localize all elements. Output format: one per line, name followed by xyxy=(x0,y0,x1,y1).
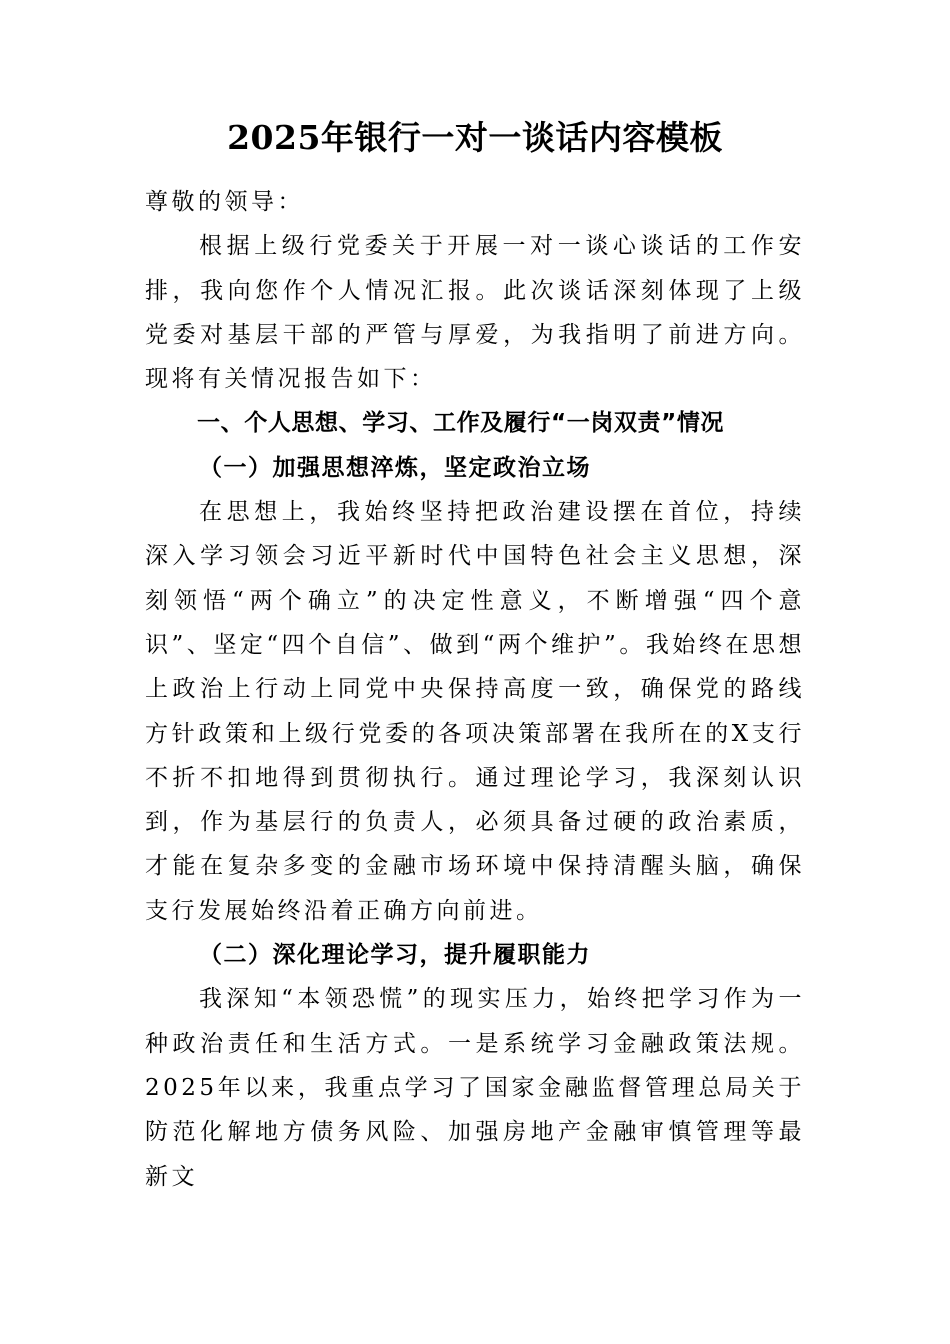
document-body xyxy=(145,180,805,1199)
subsection-2-paragraph: 我深知“本领恐慌”的现实压力，始终把学习作为一种政治责任和生活方式。一是系统学习金融政策法规。2025年以来，我重点学习了国家金融监督管理总局关于防范化解地方债务风险、加强房地产金融审慎管理等最新文 xyxy=(145,986,805,1190)
subsection-2-heading: （二）深化理论学习，提升履职能力 xyxy=(199,941,591,969)
intro-paragraph: 根据上级行党委关于开展一对一谈心谈话的工作安排，我向您作个人情况汇报。此次谈话深刻体现了上级党委对基层干部的严管与厚爱，为我指明了前进方向。现将有关情况报告如下： xyxy=(145,233,805,393)
subsection-1-heading: （一）加强思想淬炼，坚定政治立场 xyxy=(199,453,591,481)
subsection-1-paragraph: 在思想上，我始终坚持把政治建设摆在首位，持续深入学习领会习近平新时代中国特色社会主义思想，深刻领悟“两个确立”的决定性意义，不断增强“四个意识”、坚定“四个自信”、做到“两个维护”。我始终在思想上政治上行动上同党中央保持高度一致，确保党的路线方针政策和上级行党委的各项决策部署在我所在的X支行不折不扣地得到贯彻执行。通过理论学习，我深刻认识到，作为基层行的负责人，必须具备过硬的政治素质，才能在复杂多变的金融市场环境中保持清醒头脑，确保支行发展始终沿着正确方向前进。 xyxy=(145,499,805,924)
document-title: 2025年银行一对一谈话内容模板 xyxy=(227,118,723,157)
section-1-heading: 一、个人思想、学习、工作及履行“一岗双责”情况 xyxy=(197,410,725,437)
salutation: 尊敬的领导： xyxy=(145,189,304,215)
